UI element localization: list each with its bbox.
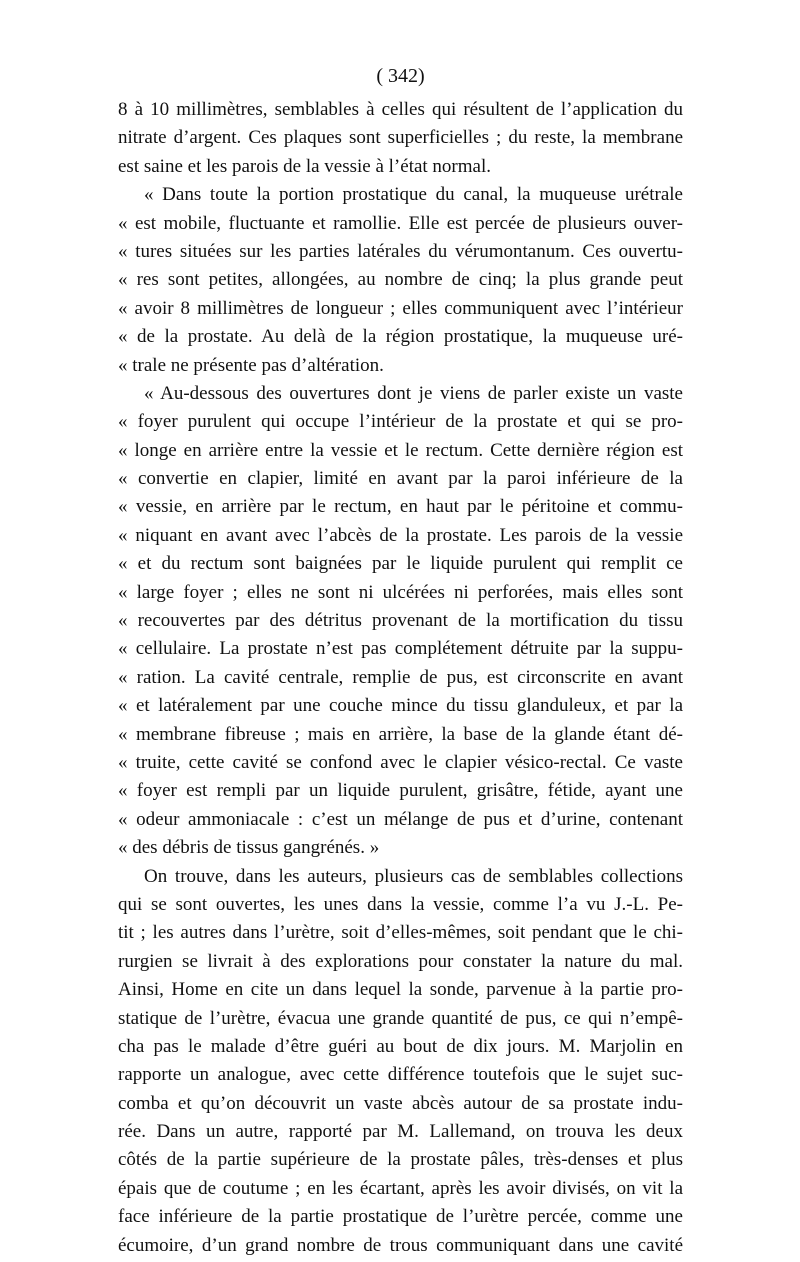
text-line: « niquant en avant avec l’abcès de la prostate. Les parois de la vessie [118, 524, 683, 546]
text-line: « de la prostate. Au delà de la région prostatique, la muqueuse uré- [118, 326, 683, 348]
text-line: « truite, cette cavité se confond avec le clapier vésico-rectal. Ce vaste [118, 751, 683, 773]
text-line: « odeur ammoniacale : c’est un mélange de pus et d’urine, contenant [118, 808, 683, 830]
text-line: face inférieure de la partie prostatique de l’urètre percée, comme une [118, 1206, 683, 1228]
text-line: écumoire, d’un grand nombre de trous communiquant dans une cavité [118, 1234, 683, 1256]
text-line: rapporte un analogue, avec cette différence toutefois que le sujet suc- [118, 1064, 683, 1086]
text-line: « des débris de tissus gangrénés. » [118, 837, 380, 859]
text-line: qui se sont ouvertes, les unes dans la vessie, comme l’a vu J.-L. Pe- [118, 893, 683, 915]
text-line: tit ; les autres dans l’urètre, soit d’elles-mêmes, soit pendant que le chi- [118, 922, 683, 944]
text-line: « avoir 8 millimètres de longueur ; elles communiquent avec l’intérieur [118, 297, 683, 319]
text-body [118, 96, 683, 1260]
text-line: « convertie en clapier, limité en avant par la paroi inférieure de la [118, 468, 683, 490]
text-line: rurgien se livrait à des explorations pour constater la nature du mal. [118, 950, 683, 972]
page-number: ( 342) [376, 65, 425, 87]
text-line: « et du rectum sont baignées par le liquide purulent qui remplit ce [118, 553, 683, 575]
text-line: « est mobile, fluctuante et ramollie. Elle est percée de plusieurs ouver- [118, 212, 683, 234]
text-line: statique de l’urètre, évacua une grande quantité de pus, ce qui n’empê- [118, 1007, 683, 1029]
text-line: cha pas le malade d’être guéri au bout de dix jours. M. Marjolin en [118, 1035, 683, 1057]
text-line: « large foyer ; elles ne sont ni ulcérées ni perforées, mais elles sont [118, 581, 683, 603]
text-line: « longe en arrière entre la vessie et le rectum. Cette dernière région est [118, 439, 683, 461]
text-line: nitrate d’argent. Ces plaques sont superficielles ; du reste, la membrane [118, 127, 683, 149]
text-line: « cellulaire. La prostate n’est pas complétement détruite par la suppu- [118, 638, 683, 660]
text-line: « res sont petites, allongées, au nombre de cinq; la plus grande peut [118, 269, 683, 291]
text-line: « ration. La cavité centrale, remplie de pus, est circonscrite en avant [118, 666, 683, 688]
text-line: « membrane fibreuse ; mais en arrière, la base de la glande étant dé- [118, 723, 683, 745]
text-line: « tures situées sur les parties latérales du vérumontanum. Ces ouvertu- [118, 240, 683, 262]
text-line: « foyer est rempli par un liquide purulent, grisâtre, fétide, ayant une [118, 780, 683, 802]
text-line: est saine et les parois de la vessie à l’état normal. [118, 155, 492, 177]
text-line: épais que de coutume ; en les écartant, après les avoir divisés, on vit la [118, 1177, 683, 1199]
text-line: On trouve, dans les auteurs, plusieurs cas de semblables collections [144, 865, 683, 887]
text-line: Ainsi, Home en cite un dans lequel la sonde, parvenue à la partie pro- [118, 979, 683, 1001]
text-line: « recouvertes par des détritus provenant de la mortification du tissu [118, 610, 683, 632]
text-line: « foyer purulent qui occupe l’intérieur de la prostate et qui se pro- [118, 411, 683, 433]
text-line: « Dans toute la portion prostatique du canal, la muqueuse urétrale [144, 184, 683, 206]
text-line: côtés de la partie supérieure de la prostate pâles, très-denses et plus [118, 1149, 683, 1171]
text-line: « vessie, en arrière par le rectum, en haut par le péritoine et commu- [118, 496, 683, 518]
text-line: « Au-dessous des ouvertures dont je viens de parler existe un vaste [144, 382, 683, 404]
text-line: rée. Dans un autre, rapporté par M. Lallemand, on trouva les deux [118, 1121, 683, 1143]
text-line: « trale ne présente pas d’altération. [118, 354, 384, 376]
text-line: 8 à 10 millimètres, semblables à celles qui résultent de l’application du [118, 99, 683, 120]
text-line: « et latéralement par une couche mince du tissu glanduleux, et par la [118, 695, 683, 717]
book-page [118, 62, 683, 1260]
text-line: comba et qu’on découvrit un vaste abcès autour de sa prostate indu- [118, 1092, 683, 1114]
